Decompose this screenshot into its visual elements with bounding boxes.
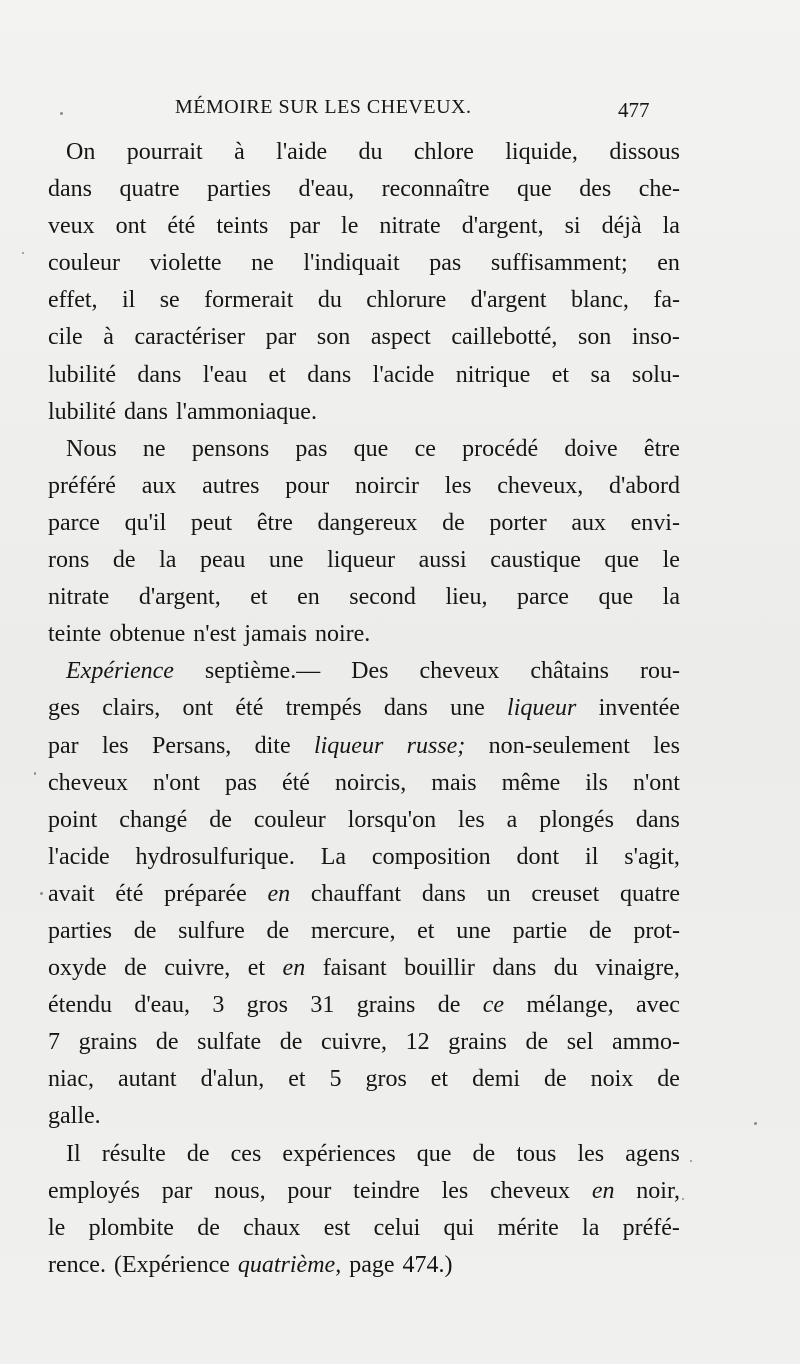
scan-speck — [22, 252, 24, 254]
text-line: l'acide hydrosulfurique. La composition dont il s'agit, — [48, 843, 680, 870]
scan-speck — [40, 892, 43, 895]
text-line: veux ont été teints par le nitrate d'argent, si déjà la — [48, 213, 680, 240]
page-header — [0, 94, 800, 130]
text-line: parties de sulfure de mercure, et une partie de prot- — [48, 917, 680, 944]
text-line: cile à caractériser par son aspect caillebotté, son inso- — [48, 324, 680, 351]
running-title: MÉMOIRE SUR LES CHEVEUX. — [175, 96, 472, 118]
text-line: lubilité dans l'eau et dans l'acide nitrique et sa solu- — [48, 361, 680, 388]
text-line: effet, il se formerait du chlorure d'argent blanc, fa- — [48, 287, 680, 314]
text-line: nitrate d'argent, et en second lieu, parce que la — [48, 584, 680, 611]
paragraph — [48, 431, 680, 654]
text-line: point changé de couleur lorsqu'on les a plongés dans — [48, 806, 680, 833]
body-text — [48, 134, 680, 1284]
text-line: rons de la peau une liqueur aussi caustique que le — [48, 547, 680, 574]
scan-speck — [682, 1198, 684, 1200]
text-line: rence. (Expérience quatrième, page 474.) — [48, 1251, 453, 1278]
text-line: On pourrait à l'aide du chlore liquide, dissous — [66, 139, 680, 165]
text-line: ges clairs, ont été trempés dans une liqueur inventée — [48, 695, 680, 722]
text-line: Expérience septième.— Des cheveux châtains rou- — [66, 658, 680, 685]
text-line: par les Persans, dite liqueur russe; non-seulement les — [48, 732, 680, 759]
text-line: teinte obtenue n'est jamais noire. — [48, 621, 371, 648]
text-line: couleur violette ne l'indiquait pas suffisamment; en — [48, 250, 680, 277]
text-line: oxyde de cuivre, et en faisant bouillir dans du vinaigre, — [48, 955, 680, 982]
page-number: 477 — [618, 98, 650, 122]
scan-speck — [60, 112, 63, 115]
text-line: dans quatre parties d'eau, reconnaître que des che- — [48, 176, 680, 203]
text-line: avait été préparée en chauffant dans un creuset quatre — [48, 880, 680, 907]
scan-speck — [754, 1122, 757, 1125]
scan-speck — [34, 772, 36, 775]
scan-speck — [690, 1160, 692, 1162]
text-line: 7 grains de sulfate de cuivre, 12 grains de sel ammo- — [48, 1029, 680, 1056]
text-line: lubilité dans l'ammoniaque. — [48, 398, 317, 425]
text-line: employés par nous, pour teindre les cheveux en noir, — [48, 1177, 680, 1204]
text-line: le plombite de chaux est celui qui mérite la préfé- — [48, 1214, 680, 1241]
text-line: Nous ne pensons pas que ce procédé doive être — [66, 435, 680, 462]
text-line: préféré aux autres pour noircir les cheveux, d'abord — [48, 472, 680, 499]
text-line: niac, autant d'alun, et 5 gros et demi de noix de — [48, 1066, 680, 1093]
text-line: étendu d'eau, 3 gros 31 grains de ce mélange, avec — [48, 992, 680, 1019]
paragraph — [48, 1136, 680, 1284]
paragraph — [48, 134, 680, 431]
text-line: galle. — [48, 1103, 101, 1130]
text-line: cheveux n'ont pas été noircis, mais même ils n'ont — [48, 769, 680, 796]
text-line: Il résulte de ces expériences que de tous les agens — [66, 1140, 680, 1167]
paragraph — [48, 653, 680, 1135]
text-line: parce qu'il peut être dangereux de porter aux envi- — [48, 509, 680, 536]
